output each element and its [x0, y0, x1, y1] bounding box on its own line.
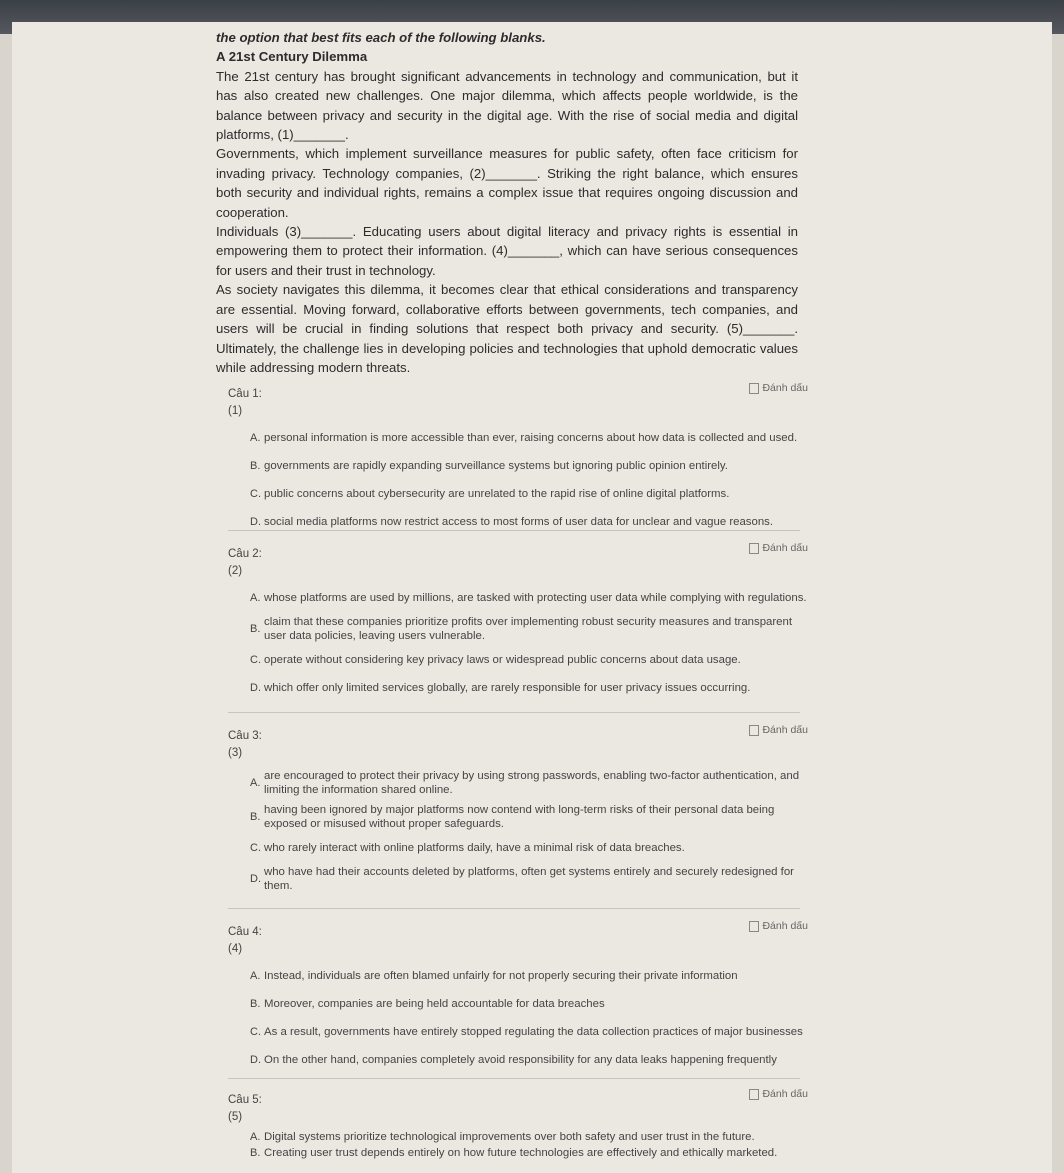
option-a[interactable]: A. whose platforms are used by millions, are tasked with protecting user data while complying with regulations.	[250, 592, 807, 604]
mark-button[interactable]: Đánh dấu	[749, 724, 808, 736]
passage-paragraph: As society navigates this dilemma, it becomes clear that ethical considerations and transparency are essential. Moving forward, collaborative efforts between governments, tech companies, and users will be crucial in finding solutions that respect both privacy and security. (5)_______. Ultimately, the challenge lies in developing policies and technologies that uphold democratic values while addressing modern threats.	[216, 282, 798, 375]
divider	[228, 1078, 800, 1079]
option-b[interactable]: B. having been ignored by major platforms now contend with long-term risks of their personal data being exposed or misused without proper safeguards.	[250, 804, 775, 830]
flag-icon	[749, 543, 759, 554]
question-4	[228, 920, 808, 1077]
question-1	[228, 382, 808, 539]
mark-button[interactable]: Đánh dấu	[749, 542, 808, 554]
option-d[interactable]: D. which offer only limited services globally, are rarely responsible for user privacy issues occurring.	[250, 682, 751, 694]
question-3	[228, 724, 808, 899]
option-d[interactable]: D. On the other hand, companies completely avoid responsibility for any data leaks happening frequently	[250, 1054, 777, 1066]
passage-paragraph: Governments, which implement surveillance measures for public safety, often face criticism for invading privacy. Technology companies, (2)_______. Striking the right balance, which ensures both security and individual rights, remains a complex issue that requires ongoing discussion and cooperation.	[216, 146, 798, 220]
flag-icon	[749, 1089, 759, 1100]
option-c[interactable]: C. public concerns about cybersecurity are unrelated to the rapid rise of online digital platforms.	[250, 488, 730, 500]
question-label: Câu 3:	[228, 730, 262, 742]
question-5	[228, 1088, 808, 1162]
question-number: (1)	[228, 405, 243, 417]
option-b[interactable]: B. governments are rapidly expanding surveillance systems but ignoring public opinion entirely.	[250, 460, 728, 472]
option-b[interactable]: B. Moreover, companies are being held accountable for data breaches	[250, 998, 605, 1010]
passage-title: A 21st Century Dilemma	[216, 49, 368, 65]
flag-icon	[749, 921, 759, 932]
option-a[interactable]: A. personal information is more accessible than ever, raising concerns about how data is collected and used.	[250, 432, 798, 444]
question-number: (4)	[228, 943, 243, 955]
option-a[interactable]: A. Digital systems prioritize technological improvements over both safety and user trust in the future.	[250, 1131, 755, 1143]
passage-paragraph: Individuals (3)_______. Educating users about digital literacy and privacy rights is essential in empowering them to protect their information. (4)_______, which can have serious consequences for users and their trust in technology.	[216, 224, 798, 278]
instruction-text: the option that best fits each of the following blanks.	[216, 30, 546, 45]
option-a[interactable]: A. are encouraged to protect their privacy by using strong passwords, enabling two-factor authentication, and limiting the information shared online.	[250, 770, 800, 796]
mark-button[interactable]: Đánh dấu	[749, 382, 808, 394]
option-c[interactable]: C. operate without considering key privacy laws or widespread public concerns about data usage.	[250, 654, 741, 666]
question-number: (3)	[228, 747, 243, 759]
option-b[interactable]: B. claim that these companies prioritize profits over implementing robust security measures and transparent user data policies, leaving users vulnerable.	[250, 616, 793, 642]
option-c[interactable]: C. who rarely interact with online platforms daily, have a minimal risk of data breaches.	[250, 842, 685, 854]
divider	[228, 530, 800, 531]
flag-icon	[749, 725, 759, 736]
question-label: Câu 4:	[228, 926, 262, 938]
divider	[228, 712, 800, 713]
passage-paragraph: The 21st century has brought significant advancements in technology and communication, but it has also created new challenges. One major dilemma, which affects people worldwide, is the balance between privacy and security in the digital age. With the rise of social media and digital platforms, (1)_______.	[216, 68, 798, 143]
question-label: Câu 2:	[228, 548, 262, 560]
divider	[228, 908, 800, 909]
option-c[interactable]: C. As a result, governments have entirely stopped regulating the data collection practices of major businesses	[250, 1026, 803, 1038]
question-label: Câu 1:	[228, 388, 262, 400]
mark-button[interactable]: Đánh dấu	[749, 920, 808, 932]
mark-button[interactable]: Đánh dấu	[749, 1088, 808, 1100]
question-number: (2)	[228, 565, 243, 577]
question-2	[228, 542, 808, 705]
option-b[interactable]: B. Creating user trust depends entirely on how future technologies are effectively and ethically marketed.	[250, 1147, 778, 1159]
option-d[interactable]: D. who have had their accounts deleted by platforms, often get systems entirely and securely redesigned for them.	[250, 866, 794, 892]
option-a[interactable]: A. Instead, individuals are often blamed unfairly for not properly securing their private information	[250, 970, 738, 982]
option-d[interactable]: D. social media platforms now restrict access to most forms of user data for unclear and vague reasons.	[250, 516, 774, 528]
reading-passage	[216, 28, 798, 377]
flag-icon	[749, 383, 759, 394]
question-label: Câu 5:	[228, 1094, 262, 1106]
question-number: (5)	[228, 1111, 243, 1123]
